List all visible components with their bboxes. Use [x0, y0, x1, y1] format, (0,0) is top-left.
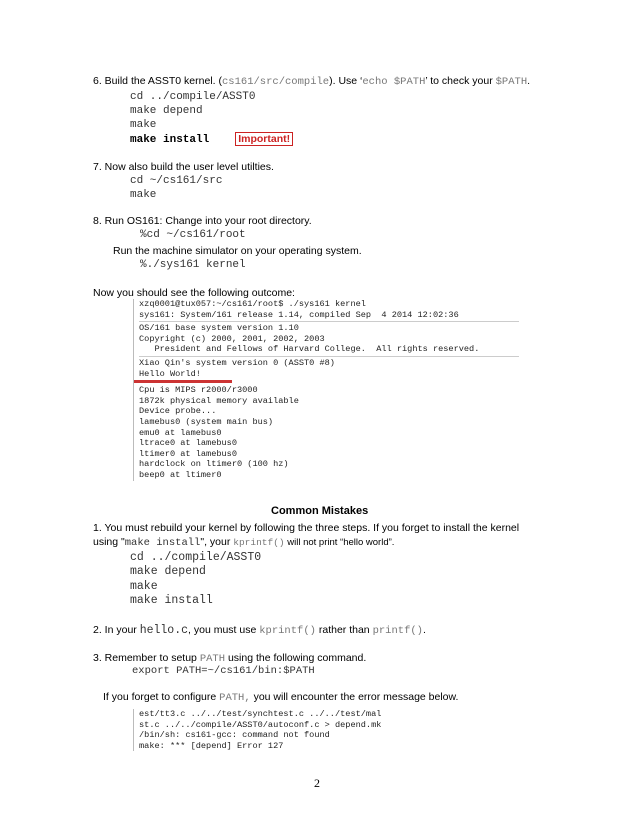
step6-suffix: ’ to check your	[425, 75, 496, 87]
terminal-line: Cpu is MIPS r2000/r3000	[139, 385, 258, 396]
m1-rest: will not print “hello world”.	[284, 537, 395, 548]
m2-kprintf: kprintf()	[259, 625, 316, 637]
error-line: st.c ../../compile/ASST0/autoconf.c > depend.mk	[139, 719, 382, 730]
terminal-line: President and Fellows of Harvard College. All rights reserved.	[139, 344, 480, 355]
terminal-line: Hello World!	[139, 368, 201, 379]
step6-instruction	[93, 75, 530, 89]
step8-instruction-2: Run the machine simulator on your operating system.	[113, 245, 362, 257]
m2-a: 2. In your	[93, 624, 140, 636]
terminal-line: lamebus0 (system main bus)	[139, 416, 274, 427]
terminal-line: emu0 at lamebus0	[139, 427, 222, 438]
step6-end: .	[527, 75, 531, 87]
terminal-line: ltimer0 at lamebus0	[139, 448, 237, 459]
make-install-cmd: make install	[130, 134, 210, 146]
step8-cmd-2: %./sys161 kernel	[140, 259, 246, 271]
step6-cmd-1: cd ../compile/ASST0	[130, 91, 256, 103]
error-line: /bin/sh: cs161-gcc: command not found	[139, 730, 330, 741]
step6-echo-code: echo $PATH	[362, 76, 426, 88]
step6-path-code: cs161/src/compile	[221, 76, 330, 88]
m1-cmd-2: make depend	[130, 565, 206, 578]
m1-your: ", your	[200, 536, 234, 548]
m3-path: PATH	[199, 653, 226, 665]
section-heading: Common Mistakes	[271, 505, 369, 517]
step6-prefix: 6. Build the ASST0 kernel. (	[93, 75, 222, 87]
m1-cmd-3: make	[130, 580, 158, 593]
page-number: 2	[314, 776, 320, 790]
m2-printf: printf()	[372, 625, 423, 637]
red-highlight-bar	[134, 380, 232, 383]
step6-cmd-2: make depend	[130, 105, 203, 117]
m2-c: rather than	[315, 624, 373, 636]
terminal-line: OS/161 base system version 1.10	[139, 323, 299, 334]
m3-a: 3. Remember to setup	[93, 652, 200, 664]
terminal-line: Copyright (c) 2000, 2001, 2002, 2003	[139, 333, 325, 344]
step7-instruction: 7. Now also build the user level utilties.	[93, 161, 274, 173]
important-badge: Important!	[235, 132, 293, 146]
m2-d: .	[422, 624, 426, 636]
terminal-output	[133, 299, 519, 481]
terminal-line: 1872k physical memory available	[139, 395, 299, 406]
m4-a: If you forget to configure	[103, 691, 220, 703]
terminal-line: beep0 at ltimer0	[139, 469, 222, 480]
m1-cmd-1: cd ../compile/ASST0	[130, 551, 262, 564]
m2-b: , you must use	[188, 624, 260, 636]
terminal-line: Device probe...	[139, 406, 217, 417]
terminal-line: hardclock on ltimer0 (100 hz)	[139, 459, 289, 470]
error-line: make: *** [depend] Error 127	[139, 740, 284, 751]
step7-cmd-2: make	[130, 189, 157, 201]
step8-cmd-1: %cd ~/cs161/root	[140, 229, 246, 241]
step6-path-var: $PATH	[495, 76, 528, 88]
m3-b: using the following command.	[225, 652, 367, 664]
m1-kprintf: kprintf()	[233, 537, 285, 548]
error-terminal	[133, 709, 381, 751]
step6-mid: ). Use ‘	[329, 75, 363, 87]
m4-b: you will encounter the error message below.	[250, 691, 459, 703]
m1-cmd: make install	[124, 537, 201, 549]
m3-cmd: export PATH=~/cs161/bin:$PATH	[132, 665, 315, 677]
error-line: est/tt3.c ../../test/synchtest.c ../../test/mal	[139, 709, 382, 719]
mistake1-text: 1. You must rebuild your kernel by following the three steps. If you forget to install the kernel	[93, 522, 520, 534]
mistake2-text	[93, 624, 426, 638]
m4-path: PATH,	[219, 692, 251, 704]
mistake4-text	[103, 691, 458, 705]
mistake3-text	[93, 652, 366, 666]
m1-using: using "	[93, 536, 125, 548]
step7-cmd-1: cd ~/cs161/src	[130, 175, 223, 187]
step8-instruction: 8. Run OS161: Change into your root directory.	[93, 215, 312, 227]
terminal-line: Xiao Qin's system version 0 (ASST0 #8)	[139, 357, 335, 368]
step6-cmd-3: make	[130, 119, 157, 131]
terminal-separator	[139, 356, 519, 357]
m1-cmd-4: make install	[130, 594, 213, 607]
terminal-line: xzq0001@tux057:~/cs161/root$ ./sys161 kernel	[139, 299, 366, 309]
m2-file: hello.c	[139, 624, 189, 637]
terminal-separator	[139, 321, 519, 322]
mistake1-line2	[93, 536, 394, 550]
step6-cmd-4	[130, 132, 293, 147]
outcome-intro: Now you should see the following outcome:	[93, 287, 295, 299]
terminal-line: sys161: System/161 release 1.14, compiled Sep 4 2014 12:02:36	[139, 309, 459, 320]
terminal-line: ltrace0 at lamebus0	[139, 438, 237, 449]
